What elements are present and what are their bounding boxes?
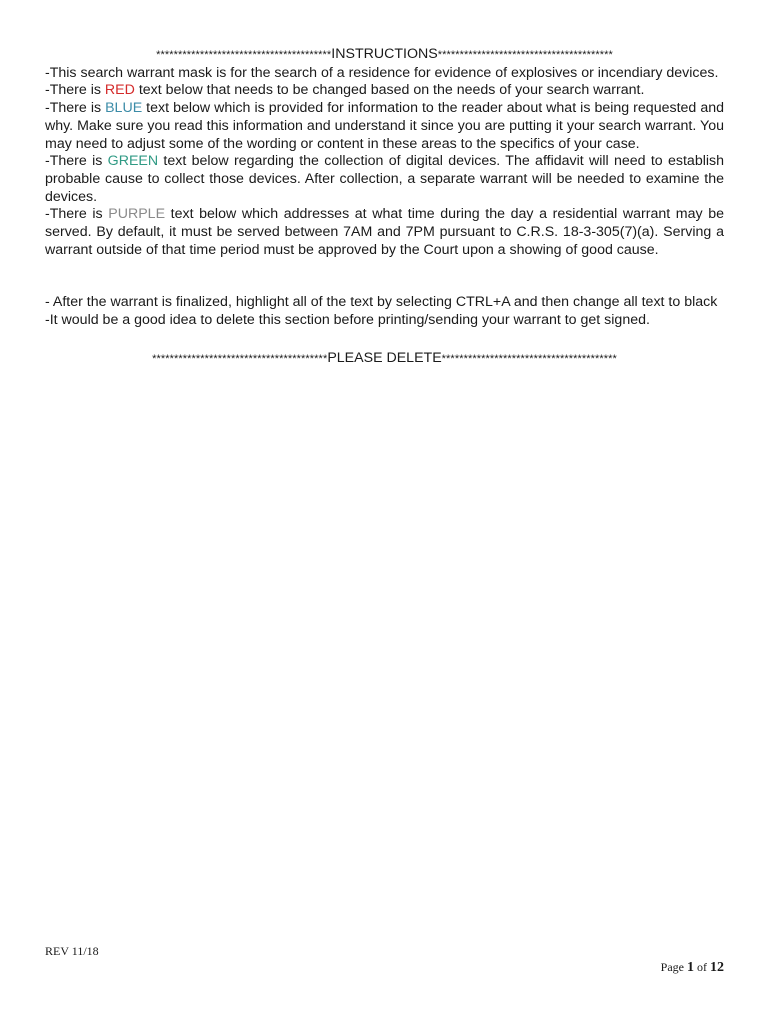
paragraph-prefix: -There is xyxy=(45,153,108,170)
blue-color-word: BLUE xyxy=(105,100,143,117)
banner-stars-right: **************************************** xyxy=(437,49,613,61)
revision-label: REV 11/18 xyxy=(45,944,99,958)
instructions-section xyxy=(45,46,724,369)
paragraph-suffix: text below which addresses at what time during the day a residential warrant may be served. By default, it must be served between 7AM and 7PM pursuant to C.R.S. 18-3-305(7)(a). Serving a warrant outside of that time period must be approved by the Court upon a showing of good cause. xyxy=(45,206,724,258)
page-current: 1 xyxy=(687,960,694,975)
banner-stars-left: **************************************** xyxy=(156,49,332,61)
instruction-paragraph-purpose: -This search warrant mask is for the search of a residence for evidence of explosives or incendiary devices. xyxy=(45,64,719,81)
paragraph-suffix: text below which is provided for information to the reader about what is being requested and why. Make sure you read this information and understand it since you are putting it your search warrant. You may need to adjust some of the wording or content in these areas to the specifics of your case. xyxy=(45,100,724,152)
red-color-word: RED xyxy=(104,82,135,99)
instruction-paragraph-red xyxy=(45,82,724,100)
instruction-paragraph-delete-note: -It would be a good idea to delete this section before printing/sending your warrant to get signed. xyxy=(45,312,650,329)
page-total: 12 xyxy=(710,960,724,975)
page-of: of xyxy=(697,960,707,974)
instruction-paragraph-finalize: - After the warrant is finalized, highlight all of the text by selecting CTRL+A and then change all text to black xyxy=(45,294,718,311)
banner-stars-right: **************************************** xyxy=(441,352,617,365)
paragraph-suffix: text below regarding the collection of digital devices. The affidavit will need to establish probable cause to collect those devices. After collection, a separate warrant will be needed to examine the devices. xyxy=(45,153,724,205)
delete-banner xyxy=(45,350,724,369)
purple-color-word: PURPLE xyxy=(108,206,166,223)
delete-heading: PLEASE DELETE xyxy=(327,349,442,366)
page-word: Page xyxy=(660,960,684,974)
instruction-paragraph-purple xyxy=(45,206,724,259)
green-color-word: GREEN xyxy=(107,153,159,170)
instruction-paragraph-blue xyxy=(45,100,724,153)
paragraph-suffix: text below that needs to be changed based on the needs of your search warrant. xyxy=(134,82,645,99)
paragraph-prefix: -There is xyxy=(45,82,105,99)
banner-stars-left: **************************************** xyxy=(152,352,328,365)
vertical-spacer xyxy=(45,330,724,350)
instruction-paragraph-green xyxy=(45,153,724,206)
vertical-spacer xyxy=(45,259,724,294)
paragraph-prefix: -There is xyxy=(45,100,106,117)
paragraph-prefix: -There is xyxy=(45,206,109,223)
instructions-banner xyxy=(45,46,724,65)
instructions-heading: INSTRUCTIONS xyxy=(331,46,438,62)
page-number xyxy=(661,960,724,976)
